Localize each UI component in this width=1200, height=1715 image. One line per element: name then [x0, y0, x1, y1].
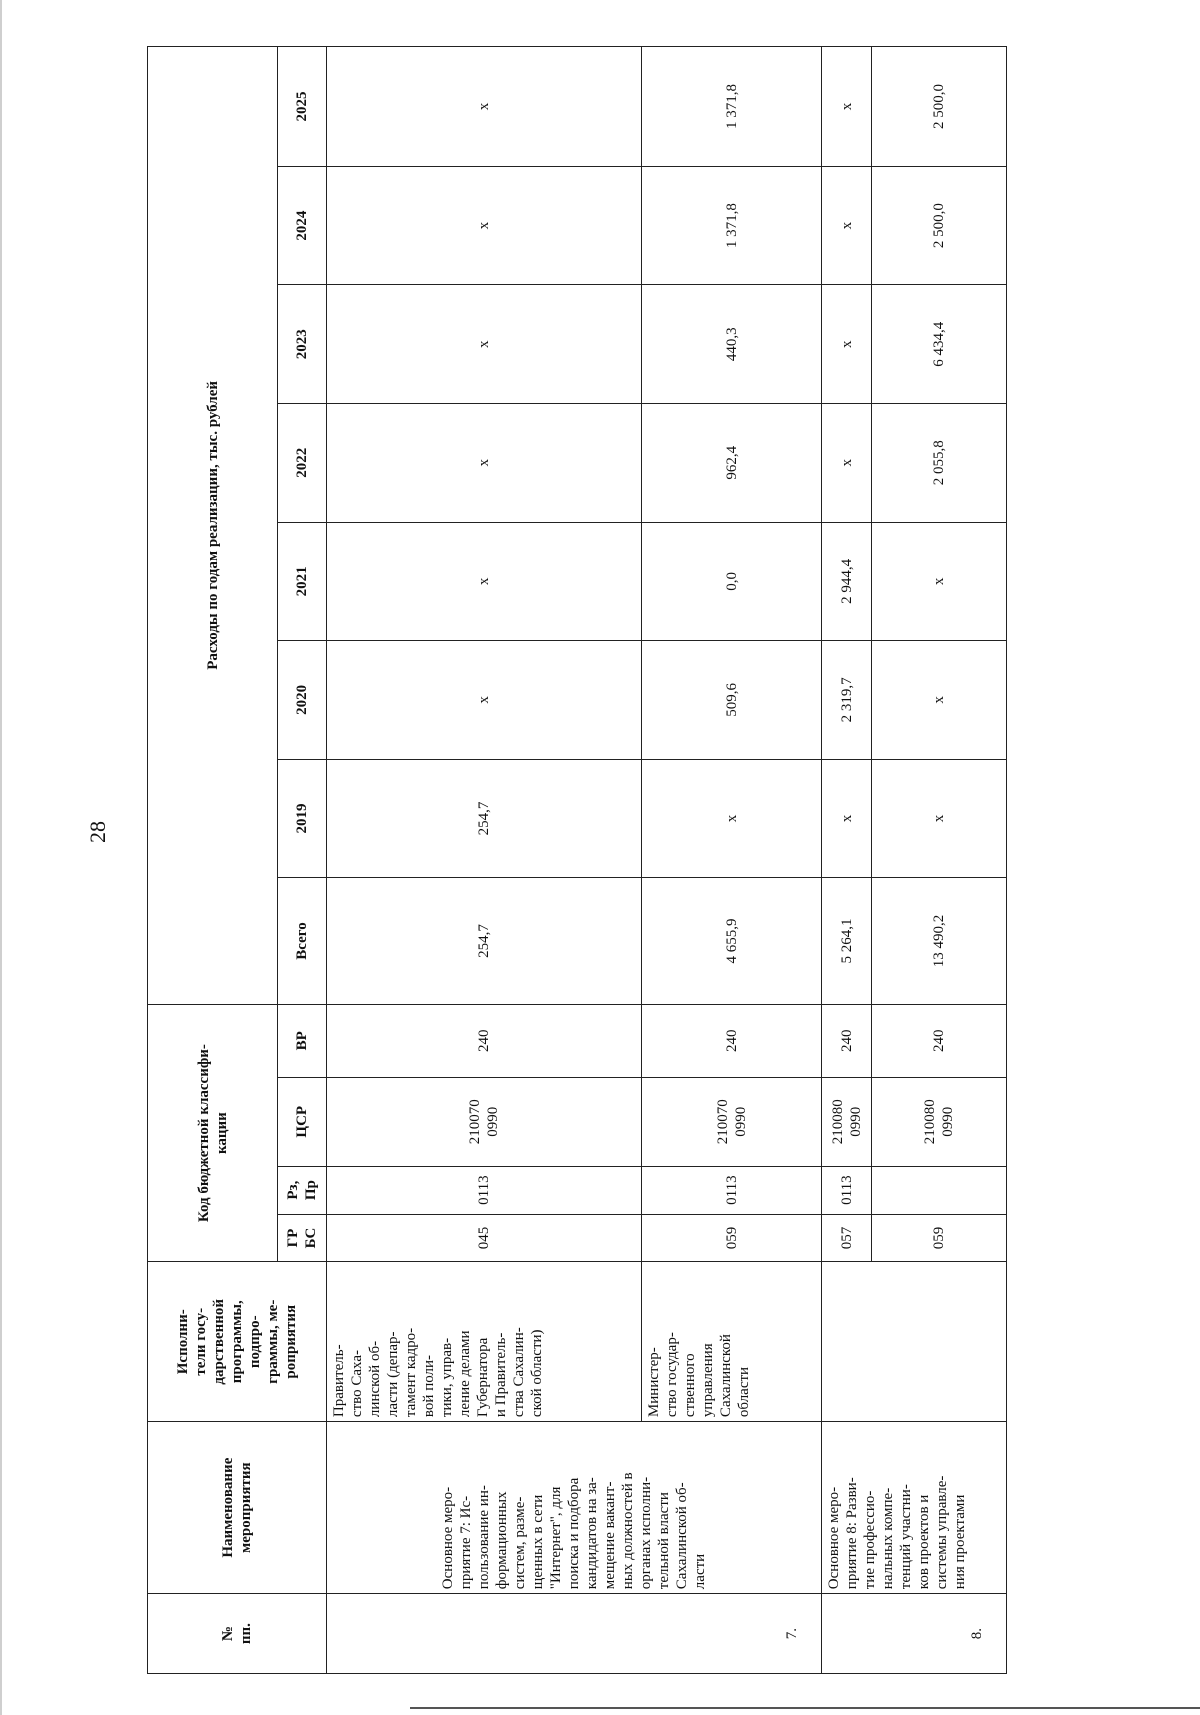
cell-total: 13 490,2 [872, 878, 1007, 1005]
cell-total: 5 264,1 [822, 878, 872, 1005]
cell-year: х [642, 759, 822, 878]
cell-grbs: 059 [642, 1214, 822, 1262]
cell-csr: 210080 0990 [822, 1077, 872, 1166]
item-name: Основное меро- приятие 8: Разви- тие профессио- нальных компе- тенций участни- ков проектов и системы управле- ния проектами [822, 1422, 1007, 1594]
cell-grbs: 057 [822, 1214, 872, 1262]
cell-rzpr [872, 1166, 1007, 1214]
cell-year: 962,4 [642, 404, 822, 523]
item-name: Основное меро- приятие 7: Ис- пользование ин- формационных систем, разме- щенных в сети "Интернет", для поиска и подбора кандидатов на за- мещение вакант- ных должностей в органах исполни- тельной власти Сахалинской об- ласти [327, 1422, 822, 1594]
cell-year: х [872, 641, 1007, 760]
executor: Министер- ство государ- ственного управления Сахалинской области [642, 1262, 822, 1422]
cell-year: х [822, 759, 872, 878]
cell-csr: 210070 0990 [327, 1077, 642, 1166]
header-csr: ЦСР [278, 1077, 327, 1166]
cell-year: 0,0 [642, 522, 822, 641]
cell-year: х [327, 404, 642, 523]
cell-year: х [822, 47, 872, 167]
cell-year: х [327, 641, 642, 760]
cell-year: 2 500,0 [872, 47, 1007, 167]
cell-year: 509,6 [642, 641, 822, 760]
item-num: 7. [327, 1594, 822, 1674]
cell-year: 2 944,4 [822, 522, 872, 641]
header-expenses: Расходы по годам реализации, тыс. рублей [148, 47, 278, 1005]
cell-year: х [327, 166, 642, 285]
cell-vr: 240 [872, 1004, 1007, 1077]
scan-left-edge [0, 0, 2, 1715]
header-year: 2025 [278, 47, 327, 167]
cell-rzpr: 0113 [327, 1166, 642, 1214]
cell-year: 1 371,8 [642, 47, 822, 167]
header-year: 2019 [278, 759, 327, 878]
cell-year: 2 319,7 [822, 641, 872, 760]
cell-year: х [872, 759, 1007, 878]
cell-grbs: 059 [872, 1214, 1007, 1262]
cell-year: х [327, 47, 642, 167]
header-grbs: ГР БС [278, 1214, 327, 1262]
executor: Правитель- ство Саха- линской об- ласти (депар- тамент кадро- вой поли- тики, управ- ление делами Губернатора и Правитель- ства Сахалин- ской области) [327, 1262, 642, 1422]
cell-year: х [822, 166, 872, 285]
header-year: 2022 [278, 404, 327, 523]
header-year: 2024 [278, 166, 327, 285]
cell-year: 440,3 [642, 285, 822, 404]
cell-rzpr: 0113 [642, 1166, 822, 1214]
item-num: 8. [822, 1594, 1007, 1674]
cell-csr: 210080 0990 [872, 1077, 1007, 1166]
cell-year: 2 500,0 [872, 166, 1007, 285]
header-year: 2020 [278, 641, 327, 760]
header-year: 2021 [278, 522, 327, 641]
header-rzpr: Рз, Пр [278, 1166, 327, 1214]
cell-year: 6 434,4 [872, 285, 1007, 404]
header-name: Наименование мероприятия [148, 1422, 327, 1594]
cell-year: 2 055,8 [872, 404, 1007, 523]
header-budget-code: Код бюджетной классифи- кации [148, 1004, 278, 1262]
header-num: № пп. [148, 1594, 327, 1674]
cell-vr: 240 [327, 1004, 642, 1077]
cell-year: х [822, 404, 872, 523]
executor [822, 1262, 1007, 1422]
table-row [327, 47, 642, 1674]
cell-vr: 240 [642, 1004, 822, 1077]
scan-bottom-line [410, 1707, 1200, 1709]
cell-year: 1 371,8 [642, 166, 822, 285]
budget-table-rotated [147, 46, 1007, 1674]
cell-year: х [327, 522, 642, 641]
cell-vr: 240 [822, 1004, 872, 1077]
cell-grbs: 045 [327, 1214, 642, 1262]
cell-year: х [872, 522, 1007, 641]
cell-rzpr: 0113 [822, 1166, 872, 1214]
header-executors: Исполни- тели госу- дарственной программы, подпро- граммы, ме- роприятия [148, 1262, 327, 1422]
header-total: Всего [278, 878, 327, 1005]
table-row [822, 47, 872, 1674]
cell-csr: 210070 0990 [642, 1077, 822, 1166]
page-number: 28 [85, 821, 110, 843]
cell-year: 254,7 [327, 759, 642, 878]
cell-total: 254,7 [327, 878, 642, 1005]
budget-table [147, 46, 1007, 1674]
header-vr: ВР [278, 1004, 327, 1077]
header-year: 2023 [278, 285, 327, 404]
cell-year: х [822, 285, 872, 404]
cell-year: х [327, 285, 642, 404]
cell-total: 4 655,9 [642, 878, 822, 1005]
